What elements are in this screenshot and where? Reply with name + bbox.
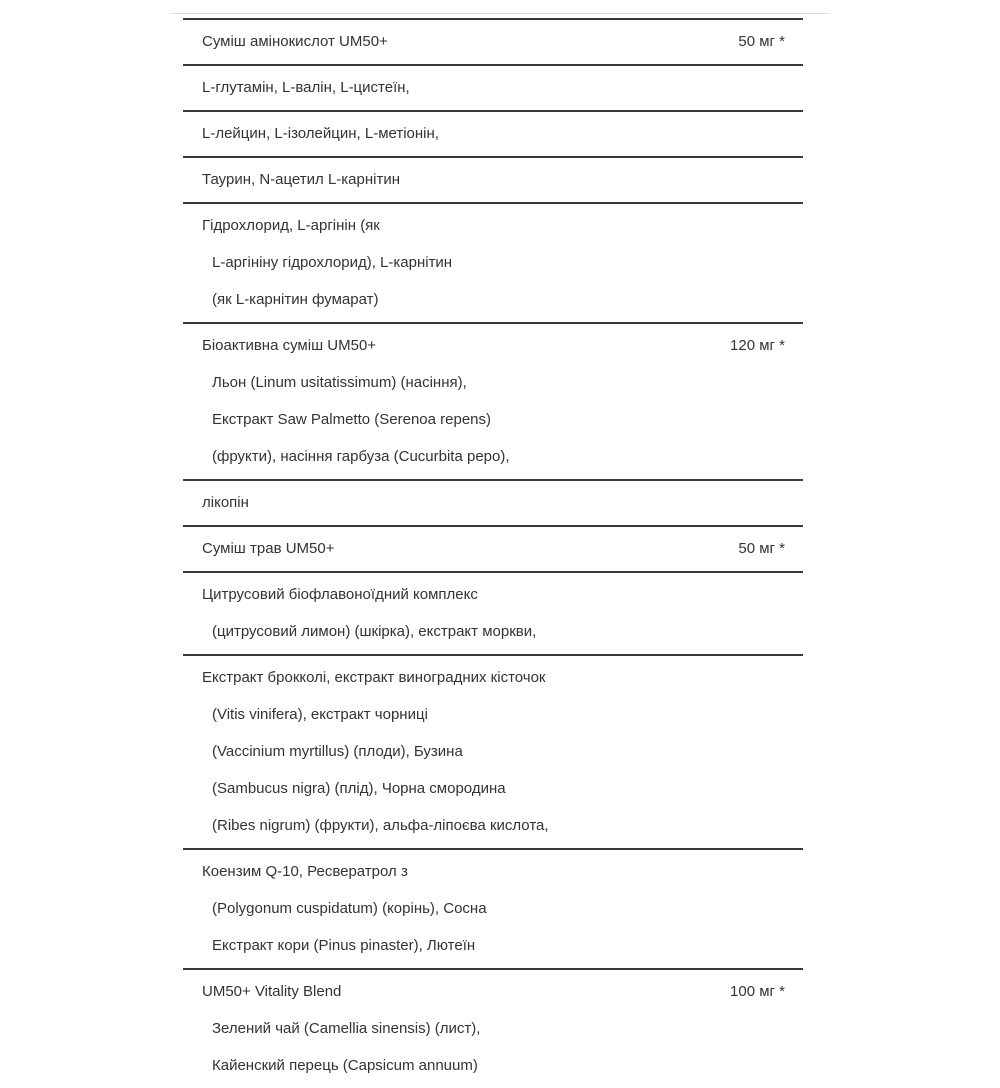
- table-row: [183, 968, 803, 1088]
- ingredient-text: Біоактивна суміш UM50+: [202, 337, 377, 354]
- ingredient-text: UM50+ Vitality Blend: [202, 983, 342, 1000]
- ingredient-line: [202, 165, 785, 202]
- table-row: [183, 202, 803, 322]
- ingredient-line: [202, 368, 785, 405]
- ingredient-line: [202, 331, 785, 368]
- ingredient-text: Екстракт кори (Pinus pinaster), Лютеїн: [212, 937, 476, 954]
- ingredient-line: [202, 1051, 785, 1088]
- ingredient-line: [202, 73, 785, 110]
- table-row: [183, 571, 803, 654]
- ingredient-text: Цитрусовий біофлавоноїдний комплекс: [202, 586, 478, 603]
- ingredient-line: [202, 931, 785, 968]
- ingredient-text: L-аргініну гідрохлорид), L-карнітин: [212, 254, 453, 271]
- ingredient-line: [202, 737, 785, 774]
- ingredient-text: лікопін: [202, 494, 249, 511]
- ingredient-line: [202, 405, 785, 442]
- table-row: [183, 64, 803, 110]
- table-row: [183, 156, 803, 202]
- ingredient-text: (Polygonum cuspidatum) (корінь), Сосна: [212, 900, 487, 917]
- ingredient-line: [202, 27, 785, 64]
- ingredient-text: Екстракт брокколі, екстракт виноградних кісточок: [202, 669, 546, 686]
- table-row: [183, 18, 803, 64]
- ingredient-text: Гідрохлорид, L-аргінін (як: [202, 217, 380, 234]
- ingredient-line: [202, 663, 785, 700]
- ingredient-line: [202, 700, 785, 737]
- table-row: [183, 654, 803, 848]
- ingredient-text: Суміш трав UM50+: [202, 540, 335, 557]
- ingredient-text: Екстракт Saw Palmetto (Serenoa repens): [212, 411, 492, 428]
- amount-value: 120 мг *: [730, 337, 785, 354]
- ingredient-line: [202, 894, 785, 931]
- ingredient-line: [202, 211, 785, 248]
- ingredient-text: (як L-карнітин фумарат): [212, 291, 379, 308]
- ingredient-text: (Sambucus nigra) (плід), Чорна смородина: [212, 780, 506, 797]
- ingredients-table: [183, 18, 803, 1088]
- table-row: [183, 848, 803, 968]
- top-divider: [170, 13, 830, 14]
- amount-value: 50 мг *: [738, 33, 785, 50]
- ingredient-line: [202, 857, 785, 894]
- amount-value: 100 мг *: [730, 983, 785, 1000]
- ingredient-text: L-лейцин, L-ізолейцин, L-метіонін,: [202, 125, 439, 142]
- ingredient-text: Зелений чай (Camellia sinensis) (лист),: [212, 1020, 481, 1037]
- ingredient-line: [202, 488, 785, 525]
- amount-value: 50 мг *: [738, 540, 785, 557]
- ingredient-line: [202, 580, 785, 617]
- ingredient-text: Льон (Linum usitatissimum) (насіння),: [212, 374, 467, 391]
- ingredient-line: [202, 285, 785, 322]
- ingredient-line: [202, 1014, 785, 1051]
- ingredient-line: [202, 442, 785, 479]
- ingredient-text: (Vitis vinifera), екстракт чорниці: [212, 706, 428, 723]
- table-row: [183, 322, 803, 479]
- ingredient-line: [202, 248, 785, 285]
- ingredient-line: [202, 774, 785, 811]
- ingredient-text: Таурин, N-ацетил L-карнітин: [202, 171, 401, 188]
- ingredient-text: Коензим Q-10, Ресвератрол з: [202, 863, 408, 880]
- ingredient-line: [202, 617, 785, 654]
- table-row: [183, 479, 803, 525]
- ingredient-text: Суміш амінокислот UM50+: [202, 33, 388, 50]
- ingredient-text: (цитрусовий лимон) (шкірка), екстракт моркви,: [212, 623, 537, 640]
- ingredient-text: Кайенский перець (Capsicum annuum): [212, 1057, 478, 1074]
- ingredient-text: (фрукти), насіння гарбуза (Cucurbita pepo),: [212, 448, 510, 465]
- ingredient-text: L-глутамін, L-валін, L-цистеїн,: [202, 79, 410, 96]
- ingredient-line: [202, 977, 785, 1014]
- ingredient-line: [202, 534, 785, 571]
- ingredient-line: [202, 119, 785, 156]
- table-row: [183, 110, 803, 156]
- table-row: [183, 525, 803, 571]
- ingredient-text: (Vaccinium myrtillus) (плоди), Бузина: [212, 743, 463, 760]
- ingredient-text: (Ribes nigrum) (фрукти), альфа-ліпоєва кислота,: [212, 817, 549, 834]
- ingredient-line: [202, 811, 785, 848]
